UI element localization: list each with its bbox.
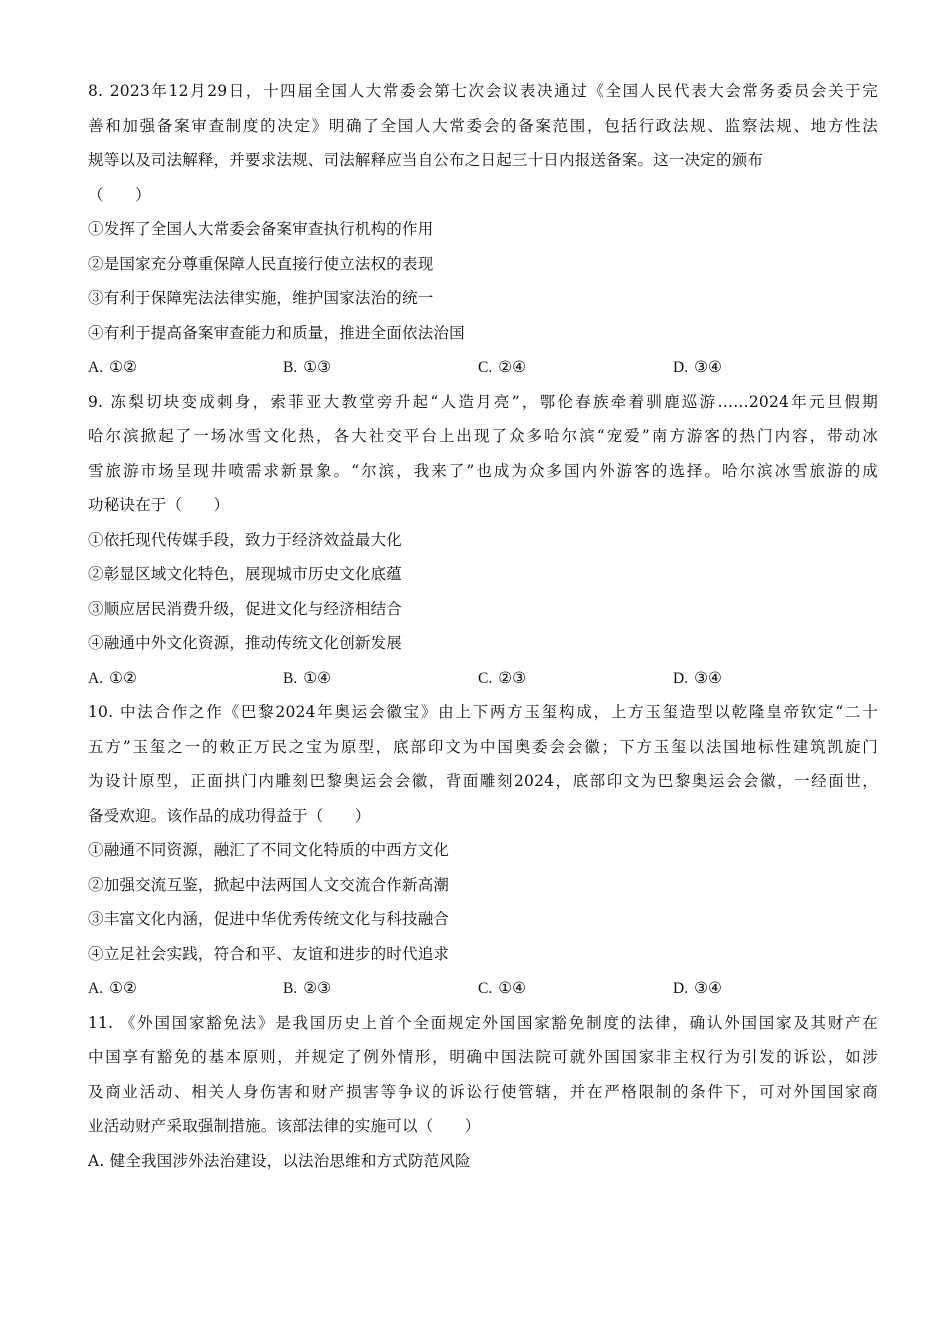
question-11-stem-line-1: 11. 《外国国家豁免法》是我国历史上首个全面规定外国国家豁免制度的法律，确认外国国家及其财产在	[88, 1013, 878, 1032]
question-10	[88, 695, 878, 1006]
question-10-statement-2: ②加强交流互鉴，掀起中法两国人文交流合作新高潮	[88, 875, 450, 894]
option-d[interactable]: D. ③④	[673, 358, 722, 376]
question-9-statement-3: ③顺应居民消费升级，促进文化与经济相结合	[88, 599, 403, 618]
question-10-statement-1: ①融通不同资源，融汇了不同文化特质的中西方文化	[88, 841, 450, 859]
question-8-statement-4: ④有利于提高备案审查能力和质量，推进全面依法治国	[88, 323, 465, 342]
question-9-stem-line-2: 哈尔滨掀起了一场冰雪文化热，各大社交平台上出现了众多哈尔滨“宠爱”南方游客的热门内容，带动冰	[88, 427, 878, 445]
option-a[interactable]: A. ①②	[88, 358, 137, 376]
question-9-statement-4: ④融通中外文化资源，推动传统文化创新发展	[88, 634, 403, 652]
question-10-stem-line-2: 五方”玉玺之一的敕正万民之宝为原型，底部印文为中国奥委会会徽；下方玉玺以法国地标性建筑凯旋门	[88, 737, 878, 756]
question-11-stem-line-2: 中国享有豁免的基本原则，并规定了例外情形，明确中国法院可就外国国家非主权行为引发的诉讼，如涉	[88, 1048, 878, 1066]
question-10-options	[88, 971, 878, 1006]
question-8-statement-3: ③有利于保障宪法法律实施，维护国家法治的统一	[88, 289, 434, 307]
question-9-stem-line-4: 功秘诀在于（ ）	[88, 496, 230, 514]
option-b[interactable]: B. ②③	[283, 979, 332, 997]
option-a[interactable]: A. ①②	[88, 979, 137, 997]
question-8-statement-2: ②是国家充分尊重保障人民直接行使立法权的表现	[88, 254, 434, 273]
option-c[interactable]: C. ②③	[478, 668, 527, 687]
question-9-options	[88, 661, 878, 696]
question-10-stem-line-3: 为设计原型，正面拱门内雕刻巴黎奥运会会徽，背面雕刻2024，底部印文为巴黎奥运会会徽，一经面世，	[88, 772, 878, 790]
question-11	[88, 1006, 878, 1179]
question-8-stem-line-2: 善和加强备案审查制度的决定》明确了全国人大常委会的备案范围，包括行政法规、监察法规、地方性法	[88, 116, 878, 135]
question-11-stem-line-3: 及商业活动、相关人身伤害和财产损害等争议的诉讼行使管辖，并在严格限制的条件下，可对外国国家商	[88, 1082, 878, 1101]
option-c[interactable]: C. ①④	[478, 979, 527, 997]
question-11-option-a[interactable]: A. 健全我国涉外法治建设，以法治思维和方式防范风险	[88, 1151, 471, 1170]
question-10-stem-line-4: 备受欢迎。该作品的成功得益于（ ）	[88, 806, 371, 825]
question-11-stem-line-4: 业活动财产采取强制措施。该部法律的实施可以（ ）	[88, 1117, 481, 1135]
question-8-options	[88, 350, 878, 385]
exam-page	[88, 74, 878, 1178]
question-9-statement-1: ①依托现代传媒手段，致力于经济效益最大化	[88, 530, 403, 549]
question-9-statement-2: ②彰显区域文化特色，展现城市历史文化底蕴	[88, 565, 403, 583]
question-8	[88, 74, 878, 385]
option-b[interactable]: B. ①③	[283, 358, 332, 376]
option-d[interactable]: D. ③④	[673, 979, 722, 997]
question-8-stem-line-4: （ ）	[88, 185, 151, 204]
question-9	[88, 385, 878, 696]
question-8-stem-line-3: 规等以及司法解释，并要求法规、司法解释应当自公布之日起三十日内报送备案。这一决定的颁布	[88, 151, 764, 169]
option-a[interactable]: A. ①②	[88, 668, 137, 687]
question-8-statement-1: ①发挥了全国人大常委会备案审查执行机构的作用	[88, 220, 434, 238]
option-d[interactable]: D. ③④	[673, 668, 722, 687]
option-c[interactable]: C. ②④	[478, 358, 527, 376]
question-10-statement-4: ④立足社会实践，符合和平、友谊和进步的时代追求	[88, 944, 450, 963]
question-10-stem-line-1: 10. 中法合作之作《巴黎2024年奥运会徽宝》由上下两方玉玺构成，上方玉玺造型以乾隆皇帝钦定“二十	[88, 703, 878, 721]
question-9-stem-line-1: 9. 冻梨切块变成刺身，索菲亚大教堂旁升起“人造月亮”，鄂伦春族牵着驯鹿巡游……2024年元旦假期	[88, 392, 878, 411]
question-10-statement-3: ③丰富文化内涵，促进中华优秀传统文化与科技融合	[88, 910, 450, 928]
option-b[interactable]: B. ①④	[283, 668, 332, 687]
question-9-stem-line-3: 雪旅游市场呈现井喷需求新景象。“尔滨，我来了”也成为众多国内外游客的选择。哈尔滨冰雪旅游的成	[88, 461, 878, 480]
question-8-stem-line-1: 8. 2023年12月29日，十四届全国人大常委会第七次会议表决通过《全国人民代表大会常务委员会关于完	[88, 82, 878, 100]
